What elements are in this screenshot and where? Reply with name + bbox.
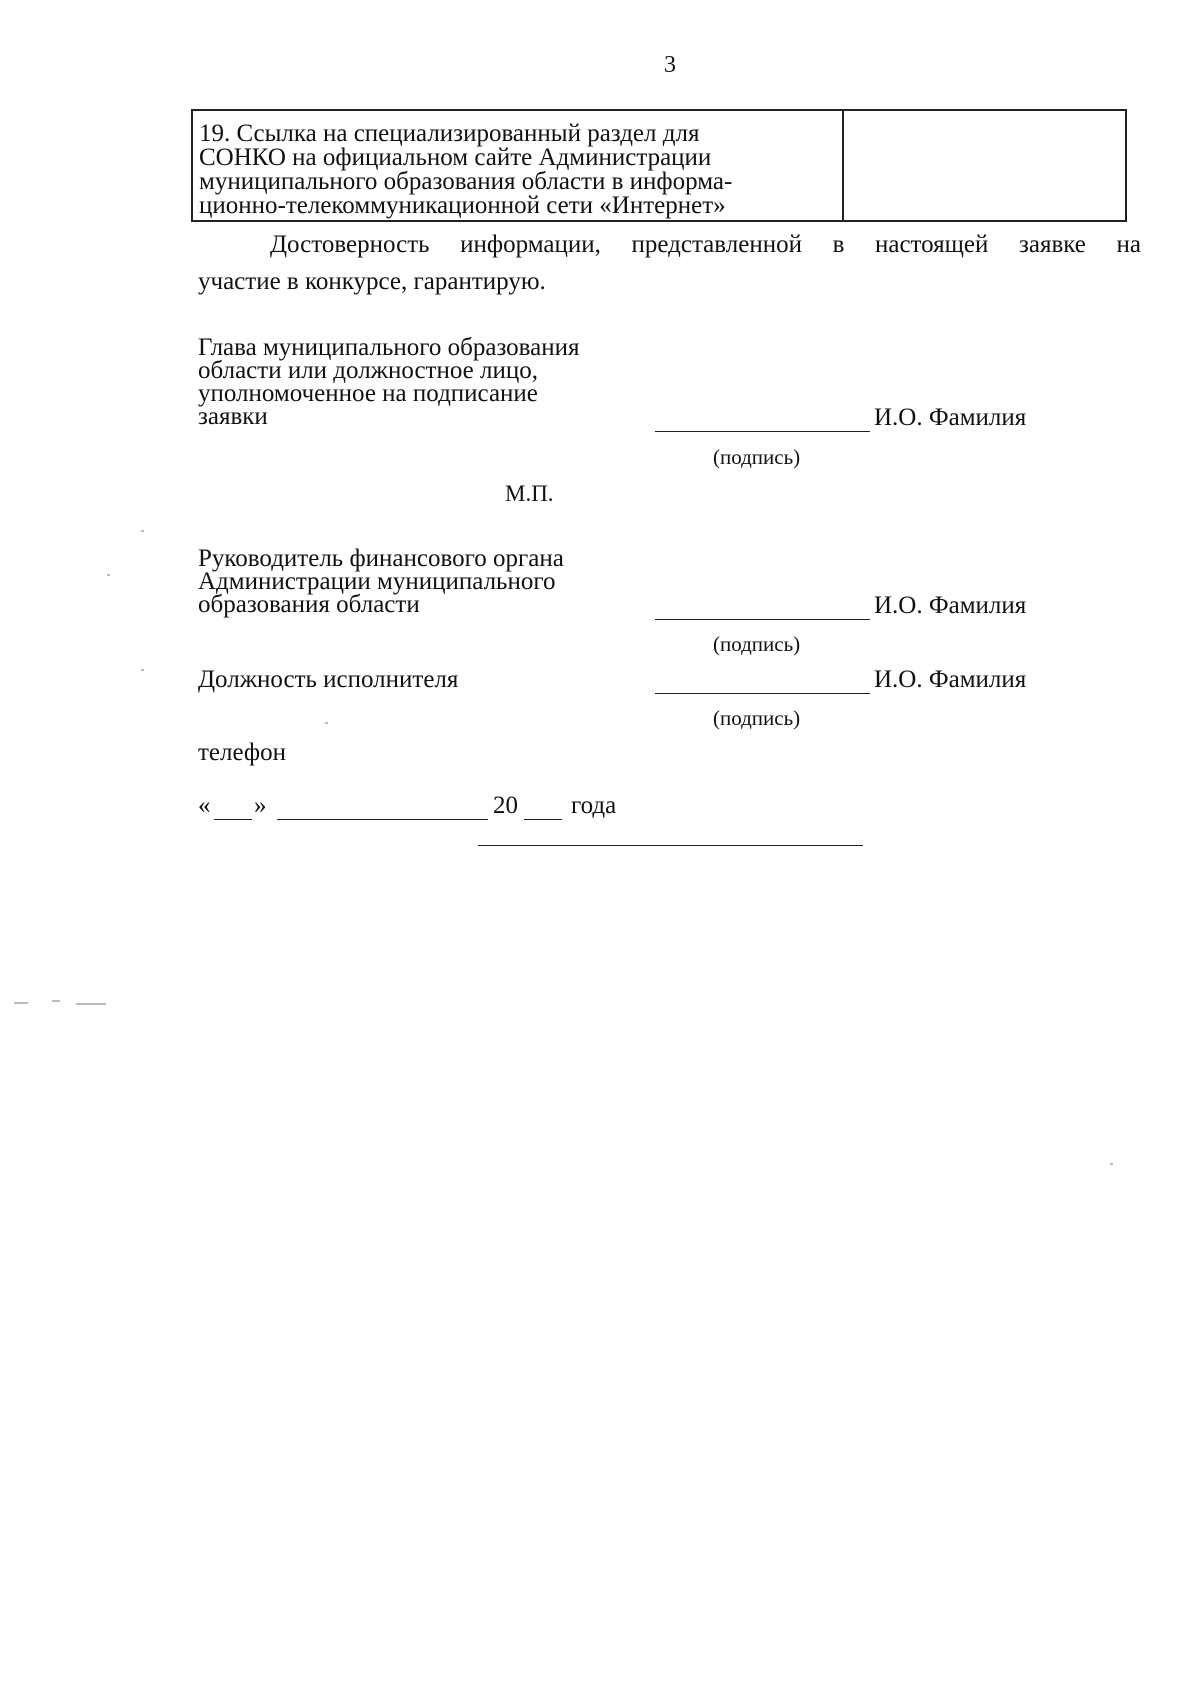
date-open-quote: « xyxy=(198,792,211,819)
head-name: И.О. Фамилия xyxy=(874,404,1027,431)
head-signatory-title xyxy=(198,336,580,428)
head-title-line: Глава муниципального образования xyxy=(198,334,580,361)
table-cell-line: муниципального образования области в информа- xyxy=(199,168,733,195)
table-cell-line: ционно-телекоммуникационной сети «Интернет» xyxy=(199,192,726,219)
finance-title-line: Администрации муниципального xyxy=(198,568,556,595)
executor-name: И.О. Фамилия xyxy=(874,666,1027,693)
stamp-placeholder: М.П. xyxy=(505,481,554,506)
finance-title-line: образования области xyxy=(198,591,420,618)
executor-signature-line xyxy=(655,693,870,694)
closing-rule xyxy=(478,845,863,846)
table-cell-line: 19. Ссылка на специализированный раздел для xyxy=(199,120,700,147)
scan-speck xyxy=(141,669,144,671)
page-number: 3 xyxy=(664,52,676,78)
date-year-suffix: года xyxy=(571,792,617,819)
date-year-blank xyxy=(524,819,562,820)
finance-name: И.О. Фамилия xyxy=(874,592,1027,619)
finance-title-line: Руководитель финансового органа xyxy=(198,545,564,572)
head-title-line: заявки xyxy=(198,403,268,430)
finance-signature-caption: (подпись) xyxy=(713,632,801,656)
info-table xyxy=(191,109,1127,222)
table-cell-line: СОНКО на официальном сайте Администрации xyxy=(199,144,712,171)
executor-label: Должность исполнителя xyxy=(198,666,459,693)
paragraph-line-1: Достоверность информации, представленной в настоящей заявке на xyxy=(270,231,1141,258)
scan-speck xyxy=(1110,1163,1113,1165)
finance-signatory-title xyxy=(198,547,564,616)
scan-speck xyxy=(76,1003,106,1005)
phone-label: телефон xyxy=(198,739,286,766)
scan-speck xyxy=(325,722,328,724)
head-signature-caption: (подпись) xyxy=(713,445,801,469)
finance-signature-line xyxy=(655,619,870,620)
head-title-line: области или должностное лицо, xyxy=(198,357,538,384)
date-day-blank xyxy=(214,819,252,820)
table-cell-label xyxy=(199,122,839,218)
scan-speck xyxy=(52,1000,60,1002)
head-signature-line xyxy=(655,431,870,432)
paragraph-line-2: участие в конкурсе, гарантирую. xyxy=(198,268,546,295)
head-title-line: уполномоченное на подписание xyxy=(198,380,538,407)
scan-speck xyxy=(107,574,110,576)
scan-speck xyxy=(141,530,144,532)
date-month-blank xyxy=(277,819,488,820)
date-year-prefix: 20 xyxy=(493,792,518,819)
date-close-quote: » xyxy=(254,792,267,819)
executor-signature-caption: (подпись) xyxy=(713,706,801,730)
table-divider xyxy=(842,111,844,220)
scan-speck xyxy=(14,1002,28,1004)
